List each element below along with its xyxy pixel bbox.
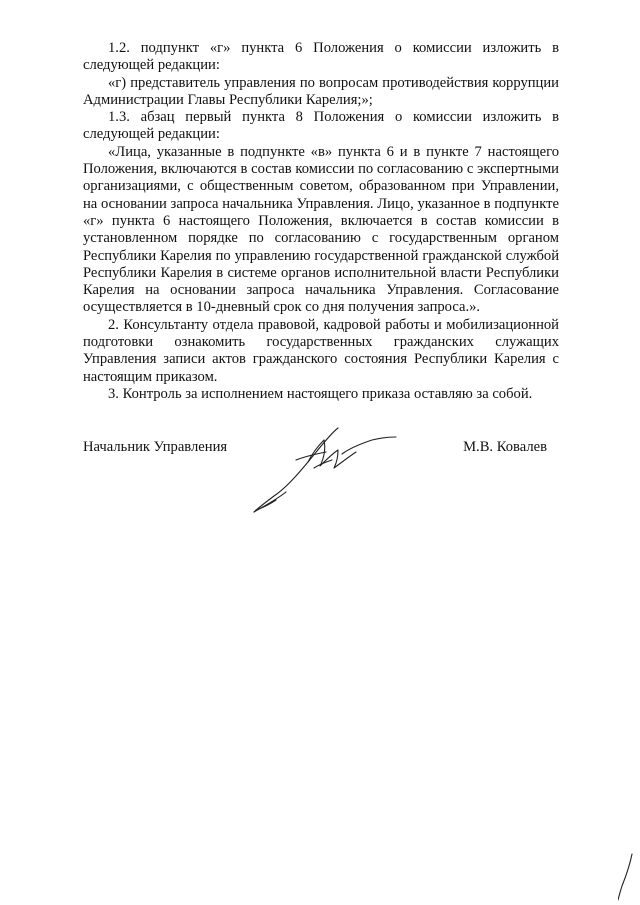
paragraph-quoted-text: «Лица, указанные в подпункте «в» пункта 6 и в пункте 7 настоящего Положения, включаются в состав комиссии по согласованию с экспертными организациями, с общественным советом, образованном при Управлении, на основании запроса начальника Управления. Лицо, указанное в подпункте «г» пункта 6 настоящего Положения, включается в состав комиссии в установленном порядке по согласованию с государственным органом Республики Карелия по управлению государственной гражданской службой Республики Карелия в системе органов исполнительной власти Республики Карелия на основании запроса начальника Управления. Согласование осуществляется в 10-дневный срок со дня получения запроса.». xyxy=(83,143,559,316)
pen-stroke-mark-icon xyxy=(618,852,634,902)
signer-position: Начальник Управления xyxy=(83,439,228,455)
paragraph-2: 2. Консультанту отдела правовой, кадровой работы и мобилизационной подготовки ознакомить государственных гражданских служащих Управления записи актов гражданского состояния Республики Карелия с настоящим приказом. xyxy=(83,316,559,385)
handwritten-signature-icon xyxy=(246,410,406,520)
paragraph-1-3: 1.3. абзац первый пункта 8 Положения о комиссии изложить в следующей редакции: xyxy=(83,109,559,143)
paragraph-1-2: 1.2. подпункт «г» пункта 6 Положения о комиссии изложить в следующей редакции: xyxy=(83,40,559,74)
document-body xyxy=(83,40,559,403)
signer-name: М.В. Ковалев xyxy=(463,439,547,455)
paragraph-3: 3. Контроль за исполнением настоящего приказа оставляю за собой. xyxy=(108,385,533,402)
paragraph-g-subclause: «г) представитель управления по вопросам противодействия коррупции Администрации Главы Республики Карелия;»; xyxy=(83,74,559,108)
